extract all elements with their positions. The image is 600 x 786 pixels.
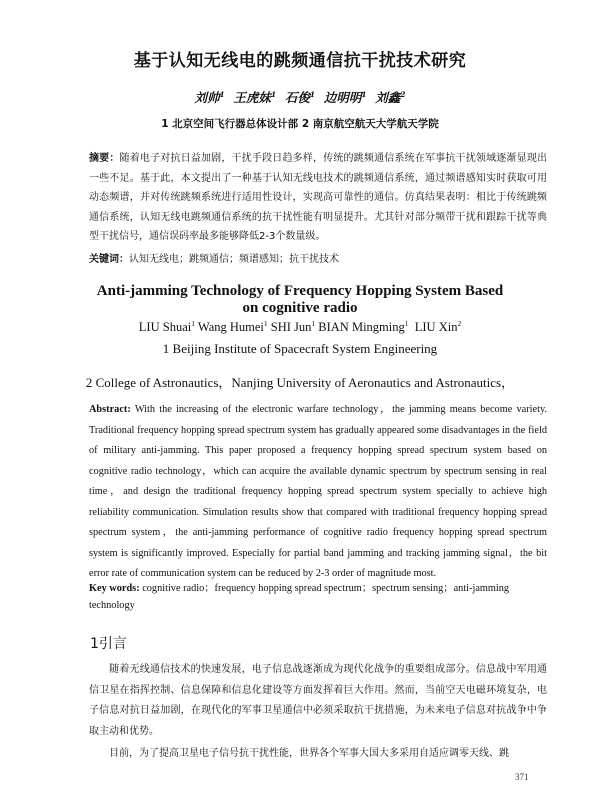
author: LIU Xin <box>414 320 458 335</box>
paragraph-text: 目前，为了提高卫星电子信号抗干扰性能，世界各个军事大国大多采用自适应调零天线、跳 <box>109 748 509 759</box>
english-title-line: Anti-jamming Technology of Frequency Hopping System Based <box>96 283 504 299</box>
author-aff: 2 <box>400 89 406 99</box>
keywords-text: 认知无线电；跳频通信；频谱感知；抗干扰技术 <box>129 254 339 265</box>
author: 边明明 <box>323 90 362 105</box>
author: 石俊 <box>284 90 310 105</box>
author-aff: 1 <box>309 89 316 99</box>
english-title-line: on cognitive radio <box>242 300 358 316</box>
author-aff: 1 <box>311 319 316 328</box>
chinese-authors <box>0 88 600 106</box>
english-affiliation-1: 1 Beijing Institute of Spacecraft System Engineering <box>162 341 438 356</box>
body-paragraph <box>89 744 547 765</box>
author-aff: 1 <box>361 89 367 99</box>
author-aff: 1 <box>191 319 195 328</box>
english-keywords <box>89 580 547 614</box>
author: BIAN Mingming <box>318 320 405 335</box>
chinese-affiliation: 1 北京空间飞行器总体设计部 2 南京航空航天大学航天学院 <box>161 118 439 130</box>
abstract-label: 摘要： <box>89 153 120 164</box>
chinese-keywords <box>89 252 547 268</box>
paragraph-text: 随着无线通信技术的快速发展，电子信息战逐渐成为现代化战争的重要组成部分。信息战中军用通信卫星在指挥控制、信息保障和信息化建设等方面发挥着巨大作用。然而，当前空天电磁环境复杂，电子信息对抗日益加剧，在现代化的军事卫星通信中必须采取抗干扰措施，为未来电子信息对抗战争中争取主动和优势。 <box>89 664 547 737</box>
author-aff: 1 <box>263 319 268 328</box>
english-authors <box>0 319 600 335</box>
abstract-text: 随着电子对抗日益加剧，干扰手段日趋多样，传统的跳频通信系统在军事抗干扰领域逐渐显现出一些不足。基于此，本文提出了一种基于认知无线电技术的跳频通信系统，通过频谱感知实时获取可用动态频谱，并对传统跳频系统进行适用性设计，实现高可靠性的通信。仿真结果表明：相比于传统跳频通信系统，认知无线电跳频通信系统的抗干扰性能有明显提升。尤其针对部分频带干扰和跟踪干扰等典型干扰信号，通信误码率最多能够降低2-3个数量级。 <box>89 153 548 242</box>
abstract-label: Abstract: <box>89 404 131 415</box>
english-abstract <box>89 400 547 585</box>
author: Wang Humei <box>197 320 264 335</box>
abstract-text: With the increasing of the electronic warfare technology，the jamming means become variety. Traditional frequency hopping spread spectrum system has gradually appeared some disadvantages in the field of military anti-jamming. This paper proposed a frequency hopping spread spectrum system based on cognitive radio technology，which can acquire the available dynamic spectrum by spectrum sensing in real time，and design the traditional frequency hopping spread spectrum system specially to achieve high reliability communication. Simulation results show that compared with traditional frequency hopping spread spectrum system，the anti-jamming performance of cognitive radio frequency hopping spread spectrum system is significantly improved. Especially for partial band jamming and tracking jamming signal，the bit error rate of communication system can be reduced by 2-3 order of magnitude most. <box>89 404 548 579</box>
section-heading: 1引言 <box>90 636 127 652</box>
page-number: 371 <box>515 772 529 782</box>
keywords-label: Key words: <box>89 583 140 594</box>
keywords-label: 关键词： <box>89 254 129 265</box>
author: 刘帅 <box>194 90 220 105</box>
keywords-text: cognitive radio；frequency hopping spread spectrum；spectrum sensing；anti-jamming technology <box>89 583 510 611</box>
author: SHI Jun <box>270 320 312 335</box>
english-title <box>0 283 600 317</box>
author-aff: 1 <box>219 89 225 99</box>
chinese-title: 基于认知无线电的跳频通信抗干扰技术研究 <box>133 51 467 71</box>
author: 刘鑫 <box>375 90 401 105</box>
author: 王虎妹 <box>233 90 271 105</box>
body-paragraph <box>89 660 547 742</box>
author: LIU Shuai <box>138 320 192 335</box>
english-affiliation-2: 2 College of Astronautics，Nanjing University of Aeronautics and Astronautics， <box>85 375 515 390</box>
author-aff: 1 <box>404 319 409 328</box>
author-aff: 1 <box>270 89 277 99</box>
chinese-abstract <box>89 149 547 247</box>
author-aff: 2 <box>457 319 462 328</box>
